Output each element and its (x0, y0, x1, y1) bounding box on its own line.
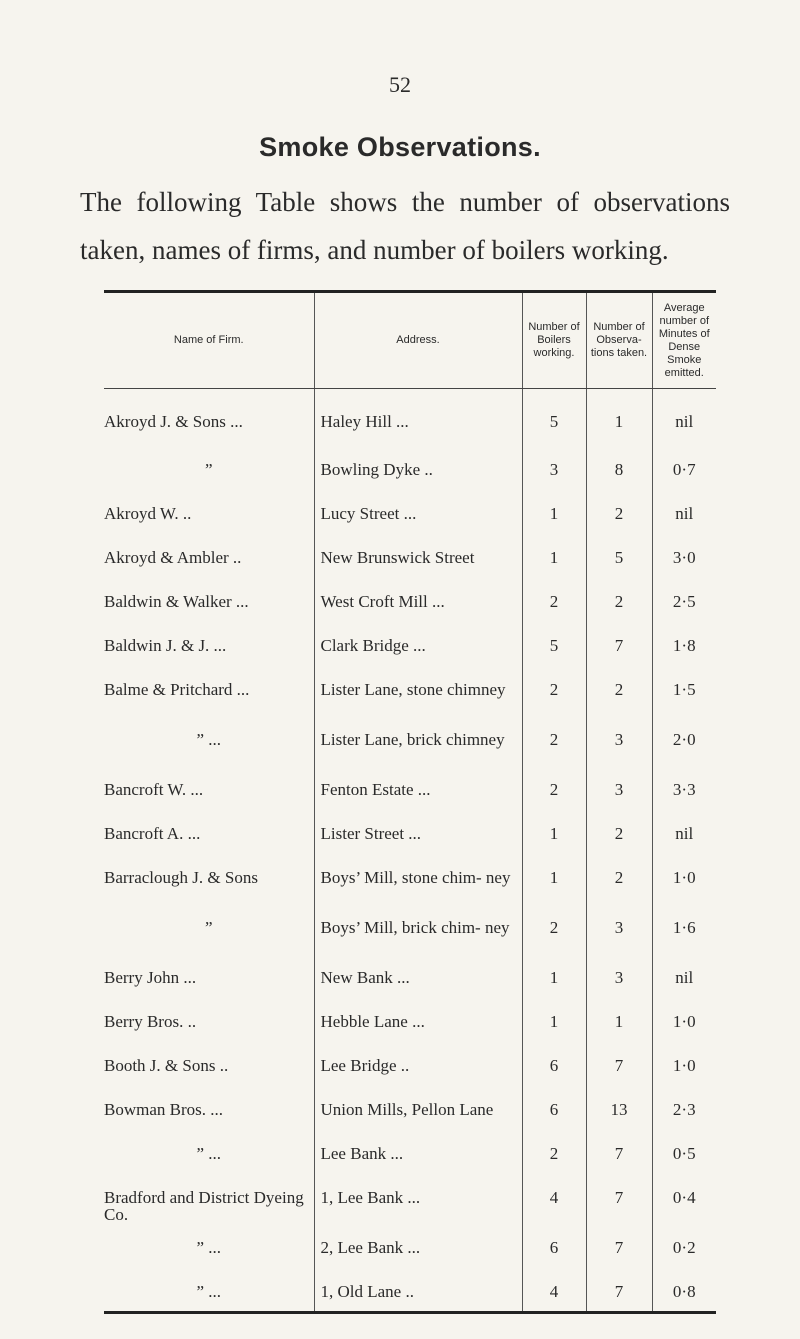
firm-name-cell: Baldwin J. & J. ... (104, 635, 227, 655)
observations-cell: 3 (586, 717, 652, 767)
firm-name-cell: ” (204, 459, 213, 479)
observations-cell: 2 (586, 579, 652, 623)
table-row (104, 579, 716, 623)
address-cell: Boys’ Mill, stone chim- ney (314, 855, 522, 905)
table-row (104, 1087, 716, 1131)
header-number-of-boilers: Number of Boilers working. (522, 292, 586, 389)
header-name-of-firm: Name of Firm. (104, 292, 314, 389)
address-cell: New Bank ... (314, 955, 522, 999)
table-row (104, 855, 716, 905)
header-address: Address. (314, 292, 522, 389)
table-row (104, 811, 716, 855)
minutes-cell: 1·5 (652, 667, 716, 717)
minutes-cell: 3·0 (652, 535, 716, 579)
table-row (104, 767, 716, 811)
address-cell: 2, Lee Bank ... (314, 1225, 522, 1269)
address-cell: New Brunswick Street (314, 535, 522, 579)
minutes-cell: 1·6 (652, 905, 716, 955)
table-row (104, 1175, 716, 1225)
observations-cell: 7 (586, 1175, 652, 1225)
smoke-observations-table (104, 290, 716, 1314)
firm-name-cell: Berry Bros. .. (104, 1011, 197, 1031)
boilers-cell: 6 (522, 1225, 586, 1269)
observations-cell: 2 (586, 811, 652, 855)
minutes-cell: 0·5 (652, 1131, 716, 1175)
observations-cell: 2 (586, 855, 652, 905)
firm-name-cell: Bradford and District Dyeing Co. (104, 1187, 304, 1224)
boilers-cell: 2 (522, 767, 586, 811)
intro-paragraph: The following Table shows the number of observations taken, names of firms, and number of boilers working. (80, 187, 730, 265)
boilers-cell: 2 (522, 579, 586, 623)
boilers-cell: 6 (522, 1087, 586, 1131)
observations-cell: 7 (586, 1269, 652, 1313)
boilers-cell: 2 (522, 905, 586, 955)
address-cell: Lucy Street ... (314, 491, 522, 535)
address-cell: Bowling Dyke .. (314, 447, 522, 491)
boilers-cell: 4 (522, 1175, 586, 1225)
observations-cell: 3 (586, 767, 652, 811)
firm-name-cell: ” (204, 917, 213, 937)
table-row (104, 623, 716, 667)
firm-name-cell: Booth J. & Sons .. (104, 1055, 229, 1075)
page-number: 52 (389, 72, 411, 97)
address-cell: 1, Lee Bank ... (314, 1175, 522, 1225)
table-row (104, 667, 716, 717)
observations-cell: 5 (586, 535, 652, 579)
firm-name-cell: ” ... (196, 1237, 222, 1257)
boilers-cell: 2 (522, 667, 586, 717)
boilers-cell: 5 (522, 623, 586, 667)
boilers-cell: 6 (522, 1043, 586, 1087)
table-row (104, 999, 716, 1043)
page-title: Smoke Observations. (259, 132, 541, 162)
observations-cell: 7 (586, 623, 652, 667)
minutes-cell: nil (652, 955, 716, 999)
observations-cell: 2 (586, 667, 652, 717)
firm-name-cell: Baldwin & Walker ... (104, 591, 249, 611)
observations-cell: 7 (586, 1043, 652, 1087)
table-row (104, 1225, 716, 1269)
address-cell: Lee Bridge .. (314, 1043, 522, 1087)
address-cell: Lee Bank ... (314, 1131, 522, 1175)
table-row (104, 447, 716, 491)
minutes-cell: nil (652, 811, 716, 855)
firm-name-cell: Berry John ... (104, 967, 197, 987)
minutes-cell: 2·3 (652, 1087, 716, 1131)
address-cell: Union Mills, Pellon Lane (314, 1087, 522, 1131)
minutes-cell: 3·3 (652, 767, 716, 811)
table-row (104, 955, 716, 999)
observations-cell: 1 (586, 389, 652, 447)
boilers-cell: 3 (522, 447, 586, 491)
table-row (104, 717, 716, 767)
address-cell: 1, Old Lane .. (314, 1269, 522, 1313)
table-row (104, 535, 716, 579)
address-cell: Lister Lane, stone chimney (314, 667, 522, 717)
address-cell: Boys’ Mill, brick chim- ney (314, 905, 522, 955)
boilers-cell: 1 (522, 955, 586, 999)
firm-name-cell: ” ... (196, 729, 222, 749)
boilers-cell: 1 (522, 491, 586, 535)
minutes-cell: 1·0 (652, 1043, 716, 1087)
boilers-cell: 2 (522, 717, 586, 767)
boilers-cell: 1 (522, 535, 586, 579)
table-header-row (104, 292, 716, 389)
minutes-cell: nil (652, 491, 716, 535)
observations-cell: 13 (586, 1087, 652, 1131)
observations-cell: 3 (586, 955, 652, 999)
table-row (104, 1269, 716, 1313)
table-body (104, 389, 716, 1313)
boilers-cell: 1 (522, 811, 586, 855)
observations-cell: 2 (586, 491, 652, 535)
address-cell: Clark Bridge ... (314, 623, 522, 667)
minutes-cell: 1·0 (652, 855, 716, 905)
minutes-cell: 1·8 (652, 623, 716, 667)
firm-name-cell: Akroyd & Ambler .. (104, 547, 242, 567)
address-cell: Haley Hill ... (314, 389, 522, 447)
minutes-cell: nil (652, 389, 716, 447)
boilers-cell: 1 (522, 855, 586, 905)
minutes-cell: 1·0 (652, 999, 716, 1043)
boilers-cell: 2 (522, 1131, 586, 1175)
address-cell: Lister Street ... (314, 811, 522, 855)
observations-cell: 7 (586, 1225, 652, 1269)
firm-name-cell: ” ... (196, 1281, 222, 1301)
firm-name-cell: Barraclough J. & Sons (104, 867, 258, 887)
minutes-cell: 0·8 (652, 1269, 716, 1313)
firm-name-cell: Akroyd J. & Sons ... (104, 412, 243, 431)
observations-cell: 3 (586, 905, 652, 955)
table-row (104, 1131, 716, 1175)
address-cell: Hebble Lane ... (314, 999, 522, 1043)
boilers-cell: 4 (522, 1269, 586, 1313)
minutes-cell: 0·7 (652, 447, 716, 491)
firm-name-cell: Bancroft A. ... (104, 823, 201, 843)
table-row (104, 389, 716, 447)
observations-cell: 7 (586, 1131, 652, 1175)
address-cell: West Croft Mill ... (314, 579, 522, 623)
minutes-cell: 0·2 (652, 1225, 716, 1269)
minutes-cell: 2·5 (652, 579, 716, 623)
observations-cell: 1 (586, 999, 652, 1043)
minutes-cell: 0·4 (652, 1175, 716, 1225)
smoke-observations-table-container (104, 290, 720, 1320)
table-row (104, 491, 716, 535)
table-row (104, 1043, 716, 1087)
firm-name-cell: Balme & Pritchard ... (104, 679, 250, 699)
address-cell: Fenton Estate ... (314, 767, 522, 811)
boilers-cell: 5 (522, 389, 586, 447)
minutes-cell: 2·0 (652, 717, 716, 767)
header-average-minutes-smoke: Average number of Minutes of Dense Smoke emitted. (652, 292, 716, 389)
table-row (104, 905, 716, 955)
firm-name-cell: Akroyd W. .. (104, 503, 192, 523)
firm-name-cell: ” ... (196, 1143, 222, 1163)
firm-name-cell: Bowman Bros. ... (104, 1099, 223, 1119)
boilers-cell: 1 (522, 999, 586, 1043)
header-number-of-observations: Number of Observa- tions taken. (586, 292, 652, 389)
firm-name-cell: Bancroft W. ... (104, 779, 204, 799)
observations-cell: 8 (586, 447, 652, 491)
address-cell: Lister Lane, brick chimney (314, 717, 522, 767)
